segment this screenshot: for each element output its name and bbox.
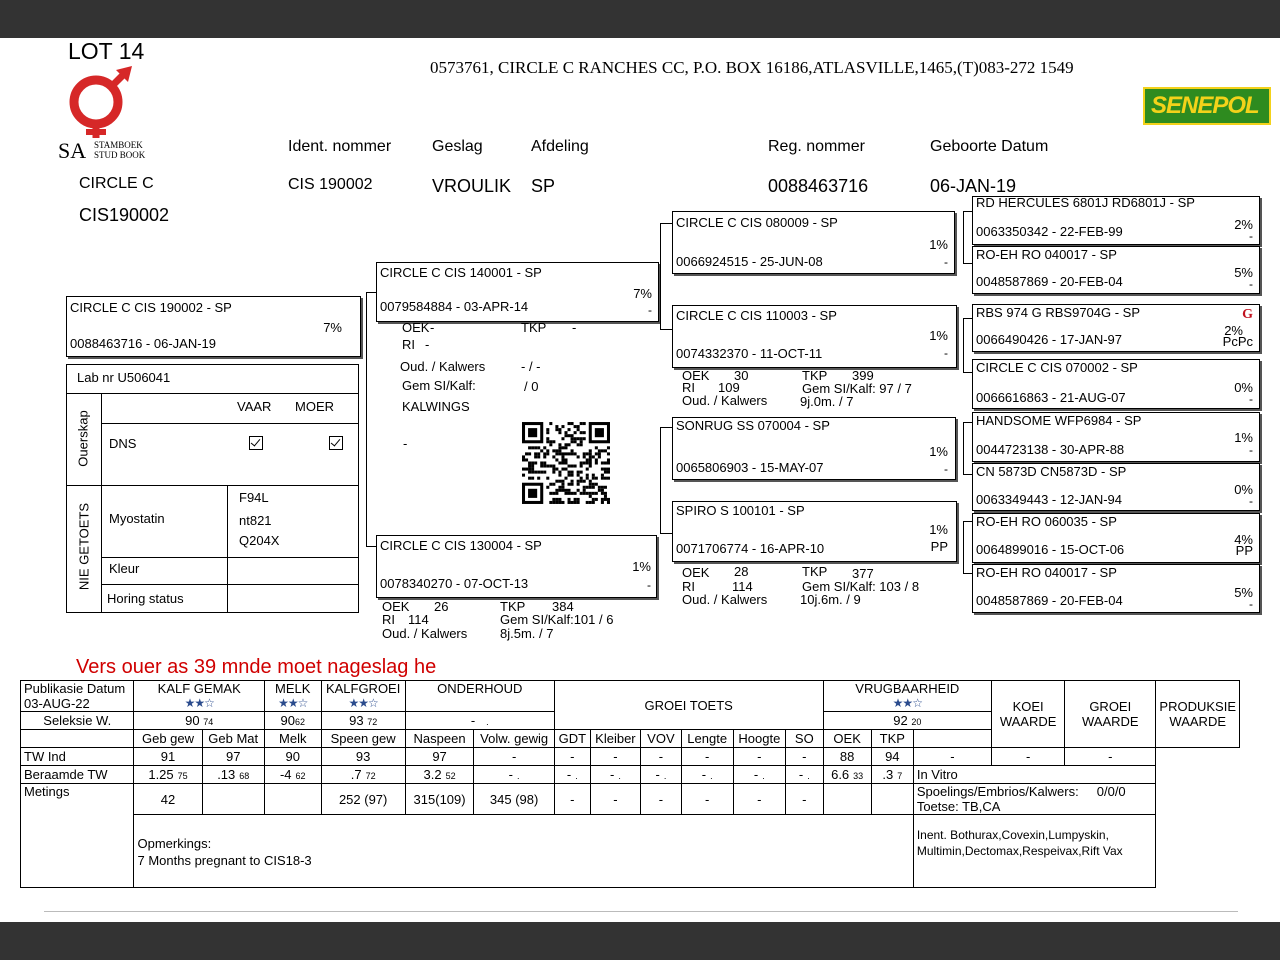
- beraamde-accuracy: 52: [445, 771, 456, 781]
- beraamde-value: 1.25: [148, 767, 174, 782]
- great-grandparent-pct: 5%: [1234, 585, 1253, 600]
- senepol-logo: [1143, 87, 1271, 125]
- sel-kalf-value: 90: [185, 713, 200, 728]
- sire-oek-label: OEK: [402, 320, 430, 335]
- great-grandparent-name: RO-EH RO 040017 - SP: [976, 565, 1117, 580]
- beraamde-accuracy: 68: [239, 771, 250, 781]
- great-grandparent-box-1: [972, 196, 1260, 245]
- grandparent-name: SONRUG SS 070004 - SP: [676, 418, 830, 433]
- beraamde-cell: [554, 766, 590, 784]
- beraamde-accuracy: 72: [365, 771, 376, 781]
- ident-value: CIS 190002: [288, 176, 373, 193]
- seleksie-groei: [321, 712, 405, 730]
- great-grandparent-box-3: [972, 304, 1260, 352]
- sire-tkp-value: -: [572, 320, 577, 335]
- vaar-header: VAAR: [237, 399, 272, 414]
- gp2-tkp-value: 399: [852, 368, 874, 383]
- sire-tkp-label: TKP: [521, 320, 547, 335]
- beraamde-cell: [202, 766, 264, 784]
- metings-cell: -: [733, 784, 786, 815]
- beraamde-accuracy: 33: [853, 771, 864, 781]
- groei-waarde-header: GROEI WAARDE: [1065, 681, 1156, 748]
- gp4-oud-value: 10j.6m. / 9: [800, 592, 861, 607]
- gp4-gem: Gem SI/Kalf: 103 / 8: [802, 579, 920, 594]
- sa-studbook-logo: [60, 66, 160, 162]
- in-vitro-cell: In Vitro: [913, 766, 1156, 784]
- qr-code: [522, 422, 610, 504]
- column-header: Melk: [264, 730, 321, 748]
- grandparent-box-3: [672, 417, 956, 480]
- horing-label: Horing status: [107, 591, 184, 606]
- dam-ri-value: 114: [408, 612, 429, 627]
- pub-date-cell: [21, 681, 134, 712]
- metings-cell: [823, 784, 871, 815]
- sire-oek-value: -: [430, 320, 435, 335]
- sel-vrug-value: 92: [893, 713, 908, 728]
- beraamde-accuracy: .: [710, 771, 713, 781]
- kalf-gemak-label: KALF GEMAK: [157, 681, 241, 696]
- melk-label: MELK: [275, 681, 311, 696]
- column-header: VOV: [641, 730, 682, 748]
- moer-header: MOER: [295, 399, 334, 414]
- kalfgroei-stars: ★★☆: [348, 696, 378, 710]
- gp4-oek-label: OEK: [682, 565, 710, 580]
- gp4-tkp-label: TKP: [802, 564, 828, 579]
- kalwings-value: -: [403, 436, 408, 451]
- grandparent-name: SPIRO S 100101 - SP: [676, 503, 805, 518]
- great-grandparent-box-2: [972, 246, 1260, 294]
- beraamde-cell: [681, 766, 733, 784]
- geslag-value: VROULIK: [432, 176, 512, 196]
- great-grandparent-suffix: -: [1249, 277, 1253, 291]
- metings-label: Metings: [21, 784, 134, 888]
- myostatin-f94l: F94L: [239, 490, 269, 505]
- column-header: GDT: [554, 730, 590, 748]
- beraamde-cell: [733, 766, 786, 784]
- great-grandparent-pct: 5%: [1234, 265, 1253, 280]
- tw-cell: 88: [823, 748, 871, 766]
- great-grandparent-pct: 2%: [1224, 323, 1243, 338]
- tw-cell: -: [474, 748, 554, 766]
- tw-waarde-value: -: [1025, 749, 1031, 764]
- beraamde-accuracy: .: [762, 771, 765, 781]
- spoelings-value: 0/0/0: [1096, 784, 1126, 799]
- great-grandparent-suffix: -: [1249, 494, 1253, 508]
- column-header: Lengte: [681, 730, 733, 748]
- tw-cell: -: [590, 748, 640, 766]
- tw-cell: -: [733, 748, 786, 766]
- sel-vrug-sub: 20: [911, 717, 922, 727]
- beraamde-cell: [823, 766, 871, 784]
- great-grandparent-reg: 0063349443 - 12-JAN-94: [976, 492, 1122, 507]
- vrugbaarheid-header: [823, 681, 992, 712]
- grandparent-pct: 1%: [929, 328, 948, 343]
- groei-toets-header: GROEI TOETS: [554, 681, 823, 730]
- column-header: Geb Mat: [202, 730, 264, 748]
- tw-cell: 91: [134, 748, 202, 766]
- beraamde-accuracy: 7: [897, 771, 903, 781]
- opmerkings-text: 7 Months pregnant to CIS18-3: [137, 853, 312, 868]
- beraamde-accuracy: .: [618, 771, 621, 781]
- sel-groei-value: 93: [349, 713, 364, 728]
- gp2-oud-label: Oud. / Kalwers: [682, 393, 768, 408]
- top-bar: [0, 0, 1280, 38]
- geboorte-label: Geboorte Datum: [930, 138, 1049, 155]
- grandparent-box-1: [672, 211, 955, 274]
- sire-reg: 0079584884 - 03-APR-14: [380, 299, 529, 314]
- tw-waarde-cell: [1065, 748, 1156, 766]
- metings-cell: 252 (97): [321, 784, 405, 815]
- myostatin-nt821: nt821: [239, 513, 272, 528]
- sire-suffix: -: [648, 303, 652, 317]
- geslag-label: Geslag: [432, 138, 483, 155]
- studbook-symbol-icon: [60, 66, 160, 138]
- grandparent-box-2: [672, 305, 957, 368]
- tw-cell: -: [641, 748, 682, 766]
- onderhoud-header: ONDERHOUD: [405, 681, 554, 712]
- great-grandparent-reg: 0048587869 - 20-FEB-04: [976, 593, 1123, 608]
- great-grandparent-suffix: -: [1249, 597, 1253, 611]
- gp4-oek-value: 28: [734, 564, 749, 579]
- dam-box: [376, 535, 657, 598]
- breeder-line: 0573761, CIRCLE C RANCHES CC, P.O. BOX 16186,ATLASVILLE,1465,(T)083-272 1549: [430, 58, 1074, 77]
- beraamde-value: -4: [279, 767, 292, 782]
- ouerskap-label: Ouerskap: [75, 410, 91, 467]
- ident-label: Ident. nommer: [288, 138, 392, 155]
- sel-melk-sub: 62: [294, 717, 305, 727]
- beraamde-cell: [590, 766, 640, 784]
- tw-cell: -: [554, 748, 590, 766]
- great-grandparent-suffix: -: [1249, 392, 1253, 406]
- tw-cell: 94: [871, 748, 913, 766]
- great-grandparent-suffix: PP: [1235, 543, 1253, 558]
- sel-groei-sub: 72: [367, 717, 378, 727]
- opmerkings-cell: [134, 815, 913, 888]
- grandparent-suffix: -: [944, 346, 948, 360]
- dam-tkp-value: 384: [552, 599, 574, 614]
- beraamde-value: -: [753, 767, 759, 782]
- metings-cell: -: [786, 784, 823, 815]
- great-grandparent-suffix: -: [1249, 229, 1253, 243]
- beraamde-cell: [641, 766, 682, 784]
- subject-name: CIRCLE C CIS 190002 - SP: [70, 300, 232, 315]
- great-grandparent-pct: 0%: [1234, 380, 1253, 395]
- metings-cell: 42: [134, 784, 202, 815]
- afdeling-value: SP: [531, 176, 556, 196]
- dam-pct: 1%: [632, 559, 651, 574]
- vrugbaarheid-stars: ★★☆: [892, 696, 922, 710]
- great-grandparent-name: CN 5873D CN5873D - SP: [976, 464, 1127, 479]
- column-header: Geb gew: [134, 730, 202, 748]
- great-grandparent-pct: 0%: [1234, 482, 1253, 497]
- kalfgroei-label: KALFGROEI: [325, 681, 401, 696]
- vrugbaarheid-label: VRUGBAARHEID: [855, 681, 960, 696]
- nie-getoets-label: NIE GETOETS: [76, 502, 92, 591]
- dam-oek-value: 26: [434, 599, 449, 614]
- grandparent-pct: 1%: [929, 522, 948, 537]
- tw-cell: -: [786, 748, 823, 766]
- great-grandparent-box-8: [972, 564, 1260, 613]
- inent-text: Inent. Bothurax,Covexin,Lumpyskin, Multimin,Dectomax,Respeivax,Rift Vax: [916, 828, 1123, 858]
- grandparent-reg: 0066924515 - 25-JUN-08: [676, 254, 823, 269]
- great-grandparent-pct: 2%: [1234, 217, 1253, 232]
- pub-date-value: 03-AUG-22: [24, 696, 90, 711]
- column-header: Speen gew: [321, 730, 405, 748]
- bottom-bar: [0, 922, 1280, 960]
- great-grandparent-reg: 0048587869 - 20-FEB-04: [976, 274, 1123, 289]
- sel-onder-sub: .: [486, 717, 489, 727]
- beraamde-cell: [474, 766, 554, 784]
- beraamde-value: -: [701, 767, 707, 782]
- beraamde-value: .3: [882, 767, 894, 782]
- great-grandparent-name: RBS 974 G RBS9704G - SP: [976, 305, 1141, 320]
- beraamde-accuracy: .: [663, 771, 667, 781]
- sire-ri-label: RI: [402, 337, 415, 352]
- gp2-oek-value: 30: [734, 368, 749, 383]
- sire-box: [376, 262, 659, 322]
- gp2-gem: Gem SI/Kalf: 97 / 7: [802, 381, 912, 396]
- tw-waarde-cell: [992, 748, 1065, 766]
- great-grandparent-box-7: [972, 513, 1260, 563]
- column-header: OEK: [823, 730, 871, 748]
- beraamde-cell: [405, 766, 474, 784]
- afdeling-label: Afdeling: [531, 138, 589, 155]
- dam-oud-value: 8j.5m. / 7: [500, 626, 554, 641]
- column-header: Kleiber: [590, 730, 640, 748]
- sire-oud-value: - / -: [521, 359, 541, 374]
- beraamde-cell: [786, 766, 823, 784]
- subject-pedigree-box: [66, 296, 361, 357]
- logo-sa: SA: [58, 138, 87, 163]
- grandparent-pct: 1%: [929, 237, 948, 252]
- myostatin-q204x: Q204X: [239, 533, 280, 548]
- sire-gem-value: / 0: [524, 379, 539, 394]
- sire-gem-label: Gem SI/Kalf:: [402, 378, 476, 393]
- great-grandparent-name: RD HERCULES 6801J RD6801J - SP: [976, 195, 1195, 210]
- dam-gem: Gem SI/Kalf:101 / 6: [500, 612, 614, 627]
- gp4-oud-label: Oud. / Kalwers: [682, 592, 768, 607]
- sel-onder-value: -: [470, 713, 476, 728]
- tw-waarde-cell: [913, 748, 991, 766]
- sire-pct: 7%: [633, 286, 652, 301]
- beraamde-value: -: [798, 767, 804, 782]
- grandparent-suffix: -: [944, 462, 948, 476]
- dam-suffix: -: [647, 578, 651, 592]
- great-grandparent-reg: 0064899016 - 15-OCT-06: [976, 542, 1125, 557]
- gp2-ri-label: RI: [682, 380, 695, 395]
- reg-value: 0088463716: [768, 176, 869, 196]
- corner-cell: [21, 730, 134, 748]
- gp4-tkp-value: 377: [852, 566, 874, 581]
- genetic-flag-icon: G: [1242, 307, 1253, 322]
- great-grandparent-box-6: [972, 463, 1260, 511]
- toetse-text: Toetse: TB,CA: [916, 799, 1001, 814]
- reg-label: Reg. nommer: [768, 138, 865, 155]
- metings-cell: -: [641, 784, 682, 815]
- produksie-waarde-header: PRODUKSIE WAARDE: [1156, 681, 1240, 748]
- kalfgroei-header: [321, 681, 405, 712]
- tw-waarde-value: -: [950, 749, 955, 764]
- seleksie-melk: [264, 712, 321, 730]
- metings-cell: [871, 784, 913, 815]
- spoelings-cell: [913, 784, 1156, 815]
- great-grandparent-pct: 1%: [1234, 430, 1253, 445]
- inent-cell: [913, 815, 1156, 888]
- qr-code-icon: [522, 422, 610, 504]
- dam-reg: 0078340270 - 07-OCT-13: [380, 576, 529, 591]
- tw-cell: -: [681, 748, 733, 766]
- kalwings-label: KALWINGS: [402, 399, 470, 414]
- dns-label: DNS: [109, 436, 137, 451]
- grandparent-reg: 0074332370 - 11-OCT-11: [676, 346, 823, 361]
- geboorte-value: 06-JAN-19: [930, 176, 1017, 196]
- pub-date-label: Publikasie Datum: [24, 681, 126, 696]
- sel-kalf-sub: 74: [203, 717, 214, 727]
- myostatin-label: Myostatin: [109, 511, 165, 526]
- grandparent-name: CIRCLE C CIS 110003 - SP: [676, 308, 837, 323]
- beraamde-accuracy: .: [807, 771, 810, 781]
- great-grandparent-box-5: [972, 412, 1260, 462]
- metings-cell: -: [590, 784, 640, 815]
- sire-oud-label: Oud. / Kalwers: [400, 359, 486, 374]
- grandparent-reg: 0065806903 - 15-MAY-07: [676, 460, 824, 475]
- gp2-tkp-label: TKP: [802, 368, 828, 383]
- beraamde-value: -: [655, 767, 660, 782]
- beraamde-label: Beraamde TW: [21, 766, 134, 784]
- dam-name: CIRCLE C CIS 130004 - SP: [380, 538, 542, 553]
- beraamde-accuracy: 62: [295, 771, 306, 781]
- tw-cell: 97: [405, 748, 474, 766]
- great-grandparent-name: CIRCLE C CIS 070002 - SP: [976, 360, 1138, 375]
- beraamde-value: 3.2: [423, 767, 442, 782]
- column-header: Volw. gewig: [474, 730, 554, 748]
- beraamde-value: .7: [350, 767, 362, 782]
- sire-ri-value: -: [425, 337, 430, 352]
- melk-header: [264, 681, 321, 712]
- column-header: SO: [786, 730, 823, 748]
- performance-table: [20, 680, 1240, 888]
- beraamde-accuracy: .: [575, 771, 578, 781]
- column-header: Naspeen: [405, 730, 474, 748]
- metings-cell: 315(109): [405, 784, 474, 815]
- dam-oek-label: OEK: [382, 599, 410, 614]
- sire-name: CIRCLE C CIS 140001 - SP: [380, 265, 542, 280]
- subject-reg: 0088463716 - 06-JAN-19: [70, 336, 216, 351]
- spoelings-label: Spoelings/Embrios/Kalwers:: [916, 784, 1079, 799]
- column-header: Hoogte: [733, 730, 786, 748]
- great-grandparent-name: HANDSOME WFP6984 - SP: [976, 413, 1142, 428]
- metings-cell: [264, 784, 321, 815]
- great-grandparent-pct: 4%: [1234, 532, 1253, 547]
- dns-vaar-checkbox[interactable]: [249, 436, 263, 450]
- grandparent-name: CIRCLE C CIS 080009 - SP: [676, 215, 838, 230]
- lot-number: LOT 14: [68, 38, 145, 64]
- dam-oud-label: Oud. / Kalwers: [382, 626, 468, 641]
- tw-cell: 97: [202, 748, 264, 766]
- logo-stamboek: STAMBOEK: [94, 140, 143, 150]
- kalf-gemak-stars: ★★☆: [184, 696, 214, 710]
- gp2-oek-label: OEK: [682, 368, 710, 383]
- sel-melk-value: 90: [280, 713, 295, 728]
- seleksie-kalf: [134, 712, 264, 730]
- animal-name: CIRCLE C: [79, 175, 154, 192]
- beraamde-cell: [321, 766, 405, 784]
- gp2-ri-value: 109: [718, 380, 740, 395]
- koei-waarde-header: KOEI WAARDE: [992, 681, 1065, 748]
- gp4-ri-label: RI: [682, 579, 695, 594]
- great-grandparent-reg: 0066490426 - 17-JAN-97: [976, 332, 1122, 347]
- warning-text: Vers ouer as 39 mnde moet nageslag he: [76, 656, 437, 678]
- grandparent-reg: 0071706774 - 16-APR-10: [676, 541, 825, 556]
- animal-code: CIS190002: [79, 205, 170, 225]
- great-grandparent-reg: 0066616863 - 21-AUG-07: [976, 390, 1126, 405]
- great-grandparent-box-4: [972, 359, 1260, 409]
- grandparent-suffix: PP: [930, 539, 948, 554]
- seleksie-vrug: [823, 712, 992, 730]
- subject-pct: 7%: [323, 320, 342, 335]
- melk-stars: ★★☆: [278, 696, 308, 710]
- seleksie-label: Seleksie W.: [21, 712, 134, 730]
- beraamde-cell: [871, 766, 913, 784]
- dns-moer-checkbox[interactable]: [329, 436, 343, 450]
- great-grandparent-reg: 0063350342 - 22-FEB-99: [976, 224, 1123, 239]
- dam-ri-label: RI: [382, 612, 395, 627]
- senepol-text: SENEPOL: [1151, 92, 1259, 119]
- tw-cell: 90: [264, 748, 321, 766]
- gp4-ri-value: 114: [732, 579, 753, 594]
- opmerkings-label: Opmerkings:: [137, 836, 212, 851]
- gp2-oud-value: 9j.0m. / 7: [800, 394, 854, 409]
- beraamde-value: .13: [217, 767, 236, 782]
- metings-cell: [202, 784, 264, 815]
- great-grandparent-reg: 0044723138 - 30-APR-88: [976, 442, 1125, 457]
- beraamde-accuracy: .: [517, 771, 520, 781]
- lab-block: [66, 364, 359, 613]
- grandparent-pct: 1%: [929, 444, 948, 459]
- kalf-gemak-header: [134, 681, 264, 712]
- dam-tkp-label: TKP: [500, 599, 526, 614]
- logo-studbook: STUD BOOK: [94, 150, 146, 160]
- kleur-label: Kleur: [109, 561, 140, 576]
- great-grandparent-name: RO-EH RO 040017 - SP: [976, 247, 1117, 262]
- grandparent-box-4: [672, 501, 957, 562]
- beraamde-cell: [264, 766, 321, 784]
- beraamde-cell: [134, 766, 202, 784]
- beraamde-value: -: [609, 767, 615, 782]
- seleksie-onderhoud: [405, 712, 554, 730]
- beraamde-value: 6.6: [831, 767, 850, 782]
- tw-label: TW Ind: [21, 748, 134, 766]
- metings-cell: 345 (98): [474, 784, 554, 815]
- great-grandparent-suffix: -: [1249, 443, 1253, 457]
- tw-cell: 93: [321, 748, 405, 766]
- beraamde-value: -: [508, 767, 514, 782]
- column-header: TKP: [871, 730, 913, 748]
- beraamde-accuracy: 75: [177, 771, 188, 781]
- beraamde-value: -: [566, 767, 572, 782]
- great-grandparent-name: RO-EH RO 060035 - SP: [976, 514, 1117, 529]
- metings-cell: -: [554, 784, 590, 815]
- metings-cell: -: [681, 784, 733, 815]
- grandparent-suffix: -: [944, 255, 948, 269]
- great-grandparent-suffix: PcPc: [1222, 334, 1253, 349]
- tw-waarde-value: -: [1108, 749, 1113, 764]
- lab-nr: Lab nr U506041: [77, 370, 171, 385]
